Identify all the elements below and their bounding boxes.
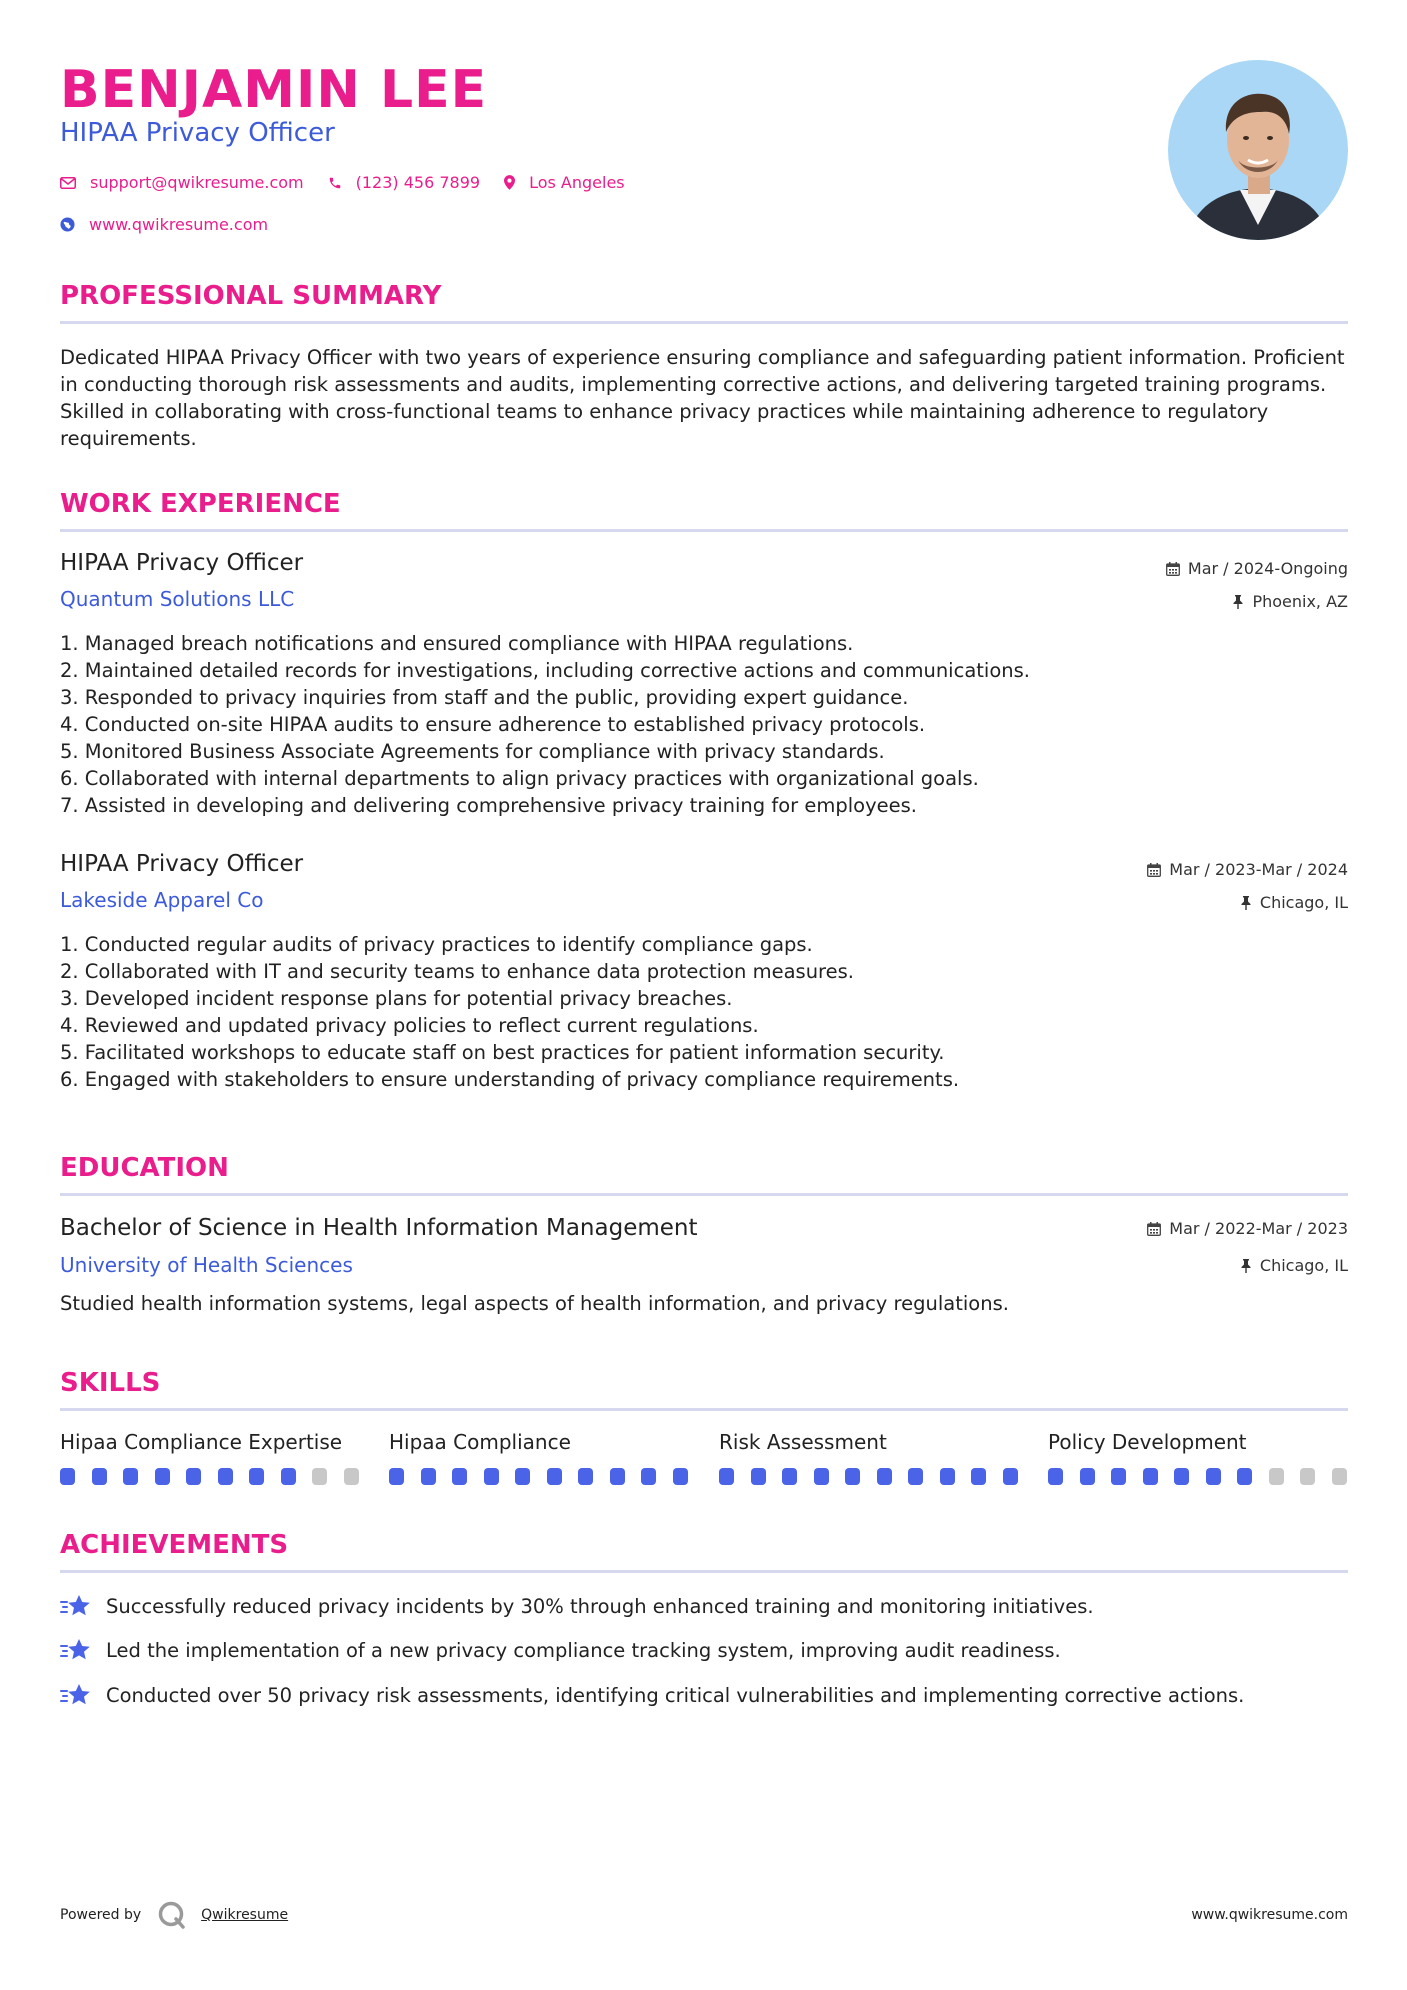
candidate-name: BENJAMIN LEE bbox=[60, 60, 488, 120]
email-icon bbox=[60, 177, 76, 189]
skill-item bbox=[60, 1430, 360, 1454]
job-bullet: 2. Collaborated with IT and security teams to enhance data protection measures. bbox=[60, 960, 854, 983]
job-company: Quantum Solutions LLC bbox=[60, 587, 295, 611]
qwikresume-logo-icon bbox=[157, 1900, 187, 1930]
job-location bbox=[1240, 893, 1348, 912]
job-bullet: 1. Managed breach notifications and ensured compliance with HIPAA regulations. bbox=[60, 632, 854, 655]
achievement-text: Conducted over 50 privacy risk assessments, identifying critical vulnerabilities and implementing corrective actions. bbox=[106, 1683, 1245, 1707]
skill-dot-filled bbox=[515, 1468, 530, 1485]
skill-rating bbox=[1048, 1468, 1348, 1486]
skill-dot-empty bbox=[1300, 1468, 1315, 1485]
skill-rating bbox=[389, 1468, 689, 1486]
skill-dot-filled bbox=[1143, 1468, 1158, 1485]
skill-dot-filled bbox=[641, 1468, 656, 1485]
job-dates bbox=[1166, 559, 1348, 578]
achievement-item bbox=[60, 1682, 1244, 1708]
education-heading: EDUCATION bbox=[60, 1153, 229, 1183]
skill-dot-filled bbox=[547, 1468, 562, 1485]
section-divider bbox=[60, 1570, 1348, 1573]
star-badge-icon bbox=[60, 1593, 92, 1619]
job-bullets bbox=[60, 630, 1030, 819]
skill-dot-filled bbox=[186, 1468, 201, 1485]
skill-name: Hipaa Compliance bbox=[389, 1430, 571, 1454]
skill-dot-filled bbox=[971, 1468, 986, 1485]
job-bullet: 4. Conducted on-site HIPAA audits to ensure adherence to established privacy protocols. bbox=[60, 713, 926, 736]
achievements-heading: ACHIEVEMENTS bbox=[60, 1530, 289, 1560]
section-divider bbox=[60, 1408, 1348, 1411]
skill-dot-filled bbox=[389, 1468, 404, 1485]
achievement-item bbox=[60, 1637, 1061, 1663]
job-bullets bbox=[60, 931, 959, 1093]
calendar-icon bbox=[1147, 863, 1161, 877]
degree-title: Bachelor of Science in Health Information Management bbox=[60, 1215, 698, 1241]
section-divider bbox=[60, 321, 1348, 324]
calendar-icon bbox=[1147, 1222, 1161, 1236]
pushpin-icon bbox=[1240, 1259, 1252, 1273]
skill-name: Policy Development bbox=[1048, 1430, 1247, 1454]
school-name: University of Health Sciences bbox=[60, 1253, 353, 1277]
skill-dot-filled bbox=[1237, 1468, 1252, 1485]
job-bullet: 3. Developed incident response plans for potential privacy breaches. bbox=[60, 987, 733, 1010]
skill-dot-filled bbox=[1048, 1468, 1063, 1485]
skill-dot-filled bbox=[877, 1468, 892, 1485]
education-dates bbox=[1147, 1219, 1348, 1238]
location-text: Los Angeles bbox=[529, 173, 625, 192]
brand-link[interactable]: Qwikresume bbox=[201, 1907, 289, 1923]
skill-item bbox=[719, 1430, 1019, 1454]
job-role: HIPAA Privacy Officer bbox=[60, 550, 304, 576]
skill-dot-filled bbox=[1174, 1468, 1189, 1485]
skill-dot-filled bbox=[1206, 1468, 1221, 1485]
resume-page bbox=[60, 0, 1348, 1990]
skill-dot-filled bbox=[484, 1468, 499, 1485]
skill-dot-filled bbox=[1003, 1468, 1018, 1485]
footer-url[interactable]: www.qwikresume.com bbox=[1191, 1907, 1348, 1923]
website-row bbox=[60, 215, 292, 234]
job-location-text: Chicago, IL bbox=[1259, 893, 1348, 912]
email-text: support@qwikresume.com bbox=[90, 173, 304, 192]
job-bullet: 7. Assisted in developing and delivering comprehensive privacy training for employees. bbox=[60, 794, 917, 817]
skill-dot-filled bbox=[60, 1468, 75, 1485]
powered-by-label: Powered by bbox=[60, 1907, 142, 1923]
skill-dot-filled bbox=[281, 1468, 296, 1485]
skills-heading: SKILLS bbox=[60, 1368, 161, 1398]
job-bullet: 4. Reviewed and updated privacy policies to reflect current regulations. bbox=[60, 1014, 759, 1037]
job-dates bbox=[1147, 860, 1348, 879]
section-divider bbox=[60, 1193, 1348, 1196]
skill-dot-filled bbox=[845, 1468, 860, 1485]
candidate-title: HIPAA Privacy Officer bbox=[60, 118, 335, 148]
skill-dot-filled bbox=[452, 1468, 467, 1485]
calendar-icon bbox=[1166, 562, 1180, 576]
job-bullet: 3. Responded to privacy inquiries from staff and the public, providing expert guidance. bbox=[60, 686, 909, 709]
skill-item bbox=[1048, 1430, 1348, 1454]
skill-dot-filled bbox=[1080, 1468, 1095, 1485]
skill-dot-empty bbox=[344, 1468, 359, 1485]
phone-text: (123) 456 7899 bbox=[355, 173, 481, 192]
achievement-item bbox=[60, 1593, 1094, 1619]
job-bullet: 6. Engaged with stakeholders to ensure understanding of privacy compliance requirements. bbox=[60, 1068, 960, 1091]
skill-dot-filled bbox=[940, 1468, 955, 1485]
globe-icon bbox=[60, 217, 75, 232]
education-location bbox=[1240, 1256, 1348, 1275]
skill-dot-filled bbox=[673, 1468, 688, 1485]
skill-dot-filled bbox=[1111, 1468, 1126, 1485]
skill-dot-filled bbox=[155, 1468, 170, 1485]
skill-dot-filled bbox=[249, 1468, 264, 1485]
skill-name: Risk Assessment bbox=[719, 1430, 887, 1454]
job-dates-text: Mar / 2023-Mar / 2024 bbox=[1169, 860, 1348, 879]
phone-icon bbox=[328, 176, 342, 190]
skill-dot-empty bbox=[1332, 1468, 1347, 1485]
job-location bbox=[1232, 592, 1348, 611]
skill-dot-filled bbox=[782, 1468, 797, 1485]
pushpin-icon bbox=[1240, 896, 1252, 910]
job-bullet: 2. Maintained detailed records for investigations, including corrective actions and communications. bbox=[60, 659, 1030, 682]
education-location-text: Chicago, IL bbox=[1259, 1256, 1348, 1275]
skill-item bbox=[389, 1430, 689, 1454]
footer-powered-by bbox=[60, 1900, 288, 1930]
email-item[interactable] bbox=[60, 173, 304, 192]
job-dates-text: Mar / 2024-Ongoing bbox=[1187, 559, 1348, 578]
skill-dot-filled bbox=[908, 1468, 923, 1485]
website-item[interactable] bbox=[60, 215, 268, 234]
skill-name: Hipaa Compliance Expertise bbox=[60, 1430, 343, 1454]
skill-dot-filled bbox=[610, 1468, 625, 1485]
skill-dot-filled bbox=[814, 1468, 829, 1485]
skill-dot-filled bbox=[751, 1468, 766, 1485]
location-pin-icon bbox=[504, 175, 515, 190]
job-bullet: 1. Conducted regular audits of privacy practices to identify compliance gaps. bbox=[60, 933, 813, 956]
skill-dot-filled bbox=[421, 1468, 436, 1485]
job-bullet: 6. Collaborated with internal departments to align privacy practices with organizational goals. bbox=[60, 767, 979, 790]
skill-dot-empty bbox=[1269, 1468, 1284, 1485]
summary-heading: PROFESSIONAL SUMMARY bbox=[60, 281, 442, 311]
section-divider bbox=[60, 529, 1348, 532]
skill-dot-filled bbox=[123, 1468, 138, 1485]
skill-rating bbox=[60, 1468, 360, 1486]
profile-photo bbox=[1168, 60, 1348, 240]
contact-row bbox=[60, 173, 649, 192]
achievement-text: Successfully reduced privacy incidents by 30% through enhanced training and monitoring initiatives. bbox=[106, 1594, 1094, 1618]
location-item bbox=[504, 173, 625, 192]
skill-rating bbox=[719, 1468, 1019, 1486]
website-text: www.qwikresume.com bbox=[89, 215, 269, 234]
summary-text: Dedicated HIPAA Privacy Officer with two years of experience ensuring compliance and safeguarding patient information. Proficient in conducting thorough risk assessments and audits, implementing corrective actions, and delivering targeted training programs. Skilled in collaborating with cross-functional teams to enhance privacy practices while maintaining adherence to regulatory requirements. bbox=[60, 346, 1345, 450]
star-badge-icon bbox=[60, 1682, 92, 1708]
skill-dot-filled bbox=[92, 1468, 107, 1485]
job-role: HIPAA Privacy Officer bbox=[60, 851, 304, 877]
pushpin-icon bbox=[1232, 595, 1244, 609]
education-dates-text: Mar / 2022-Mar / 2023 bbox=[1169, 1219, 1348, 1238]
job-bullet: 5. Facilitated workshops to educate staff on best practices for patient information security. bbox=[60, 1041, 945, 1064]
achievement-text: Led the implementation of a new privacy compliance tracking system, improving audit readiness. bbox=[106, 1638, 1061, 1662]
skill-dot-empty bbox=[312, 1468, 327, 1485]
job-company: Lakeside Apparel Co bbox=[60, 888, 264, 912]
skill-dot-filled bbox=[578, 1468, 593, 1485]
star-badge-icon bbox=[60, 1637, 92, 1663]
job-location-text: Phoenix, AZ bbox=[1252, 592, 1348, 611]
phone-item[interactable] bbox=[328, 173, 480, 192]
skill-dot-filled bbox=[719, 1468, 734, 1485]
education-description: Studied health information systems, legal aspects of health information, and privacy regulations. bbox=[60, 1292, 1009, 1315]
experience-heading: WORK EXPERIENCE bbox=[60, 489, 341, 519]
job-bullet: 5. Monitored Business Associate Agreements for compliance with privacy standards. bbox=[60, 740, 885, 763]
skill-dot-filled bbox=[218, 1468, 233, 1485]
